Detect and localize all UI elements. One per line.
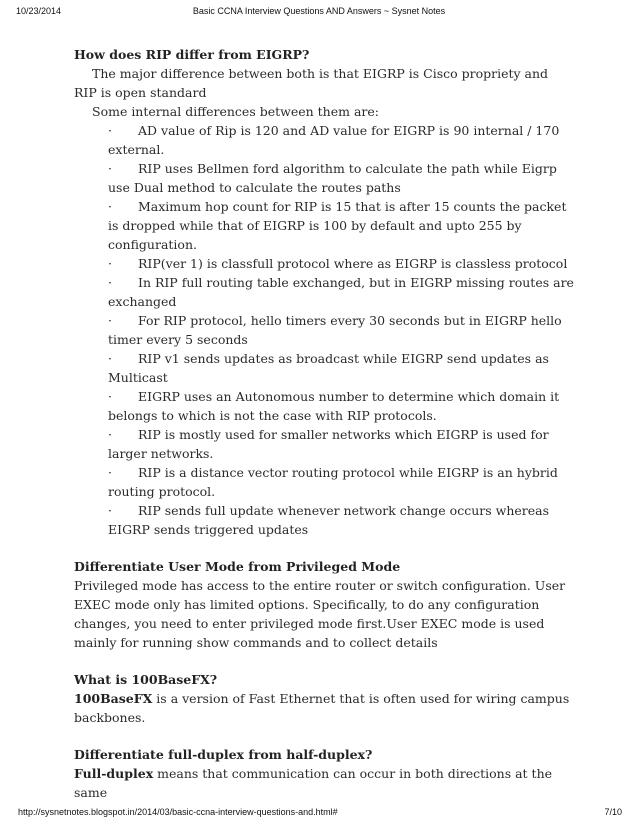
rip-difference-item: [108, 387, 574, 425]
bullet-text: RIP is mostly used for smaller networks which EIGRP is used for larger networks.: [108, 427, 549, 461]
duplex-term: Full-duplex: [74, 766, 154, 781]
bullet-marker: ·: [108, 161, 112, 176]
bullet-text: AD value of Rip is 120 and AD value for EIGRP is 90 internal / 170 external.: [108, 123, 560, 157]
question-100basefx: What is 100BaseFX?: [74, 672, 218, 687]
fx-term: 100BaseFX: [74, 691, 153, 706]
bullet-text: RIP uses Bellmen ford algorithm to calculate the path while Eigrp use Dual method to calculate the routes paths: [108, 161, 557, 195]
question-rip-vs-eigrp: How does RIP differ from EIGRP?: [74, 47, 310, 62]
question-duplex: Differentiate full-duplex from half-duplex?: [74, 747, 373, 762]
bullet-marker: ·: [108, 389, 112, 404]
page-header: [0, 0, 638, 22]
source-url: http://sysnetnotes.blogspot.in/2014/03/basic-ccna-interview-questions-and.html#: [18, 807, 338, 817]
duplex-answer-text: means that communication can occur in both directions at the same: [74, 766, 553, 800]
rip-difference-item: [108, 463, 574, 501]
rip-difference-item: [108, 349, 574, 387]
article-body: [74, 45, 574, 802]
question-user-vs-privileged: Differentiate User Mode from Privileged Mode: [74, 559, 401, 574]
rip-difference-item: [108, 197, 574, 254]
fx-answer-text: is a version of Fast Ethernet that is often used for wiring campus backbones.: [74, 691, 570, 725]
bullet-text: RIP sends full update whenever network change occurs whereas EIGRP sends triggered updates: [108, 503, 550, 537]
rip-difference-item: [108, 254, 574, 273]
print-date: 10/23/2014: [16, 6, 62, 16]
fx-answer: [74, 689, 574, 727]
bullet-marker: ·: [108, 275, 112, 290]
modes-answer: Privileged mode has access to the entire router or switch configuration. User EXEC mode only has limited options. Specifically, to do any configuration changes, you need to enter privileged mode first.User EXEC mode is used mainly for running show commands and to collect details: [74, 578, 566, 650]
bullet-text: In RIP full routing table exchanged, but in EIGRP missing routes are exchanged: [108, 275, 574, 309]
page-title: Basic CCNA Interview Questions AND Answers ~ Sysnet Notes: [192, 6, 446, 16]
page-footer: [0, 805, 638, 821]
bullet-marker: ·: [108, 123, 112, 138]
bullet-text: RIP v1 sends updates as broadcast while EIGRP send updates as Multicast: [108, 351, 549, 385]
rip-difference-item: [108, 159, 574, 197]
rip-difference-item: [108, 501, 574, 539]
bullet-text: EIGRP uses an Autonomous number to determine which domain it belongs to which is not the case with RIP protocols.: [108, 389, 560, 423]
bullet-marker: ·: [108, 465, 112, 480]
rip-intro: The major difference between both is that EIGRP is Cisco propriety and RIP is open standard: [74, 66, 549, 100]
rip-difference-item: [108, 121, 574, 159]
bullet-marker: ·: [108, 313, 112, 328]
rip-lead: Some internal differences between them are:: [92, 104, 379, 119]
bullet-marker: ·: [108, 199, 112, 214]
bullet-marker: ·: [108, 256, 112, 271]
rip-difference-item: [108, 425, 574, 463]
rip-difference-item: [108, 273, 574, 311]
bullet-text: Maximum hop count for RIP is 15 that is after 15 counts the packet is dropped while that of EIGRP is 100 by default and upto 255 by configuration.: [108, 199, 567, 252]
bullet-marker: ·: [108, 427, 112, 442]
duplex-answer: [74, 764, 574, 802]
bullet-text: RIP is a distance vector routing protocol while EIGRP is an hybrid routing protocol.: [108, 465, 558, 499]
bullet-text: RIP(ver 1) is classfull protocol where as EIGRP is classless protocol: [138, 256, 568, 271]
bullet-marker: ·: [108, 351, 112, 366]
rip-differences-list: [74, 121, 574, 539]
rip-difference-item: [108, 311, 574, 349]
page-number: 7/10: [604, 807, 622, 817]
bullet-marker: ·: [108, 503, 112, 518]
bullet-text: For RIP protocol, hello timers every 30 seconds but in EIGRP hello timer every 5 seconds: [108, 313, 562, 347]
